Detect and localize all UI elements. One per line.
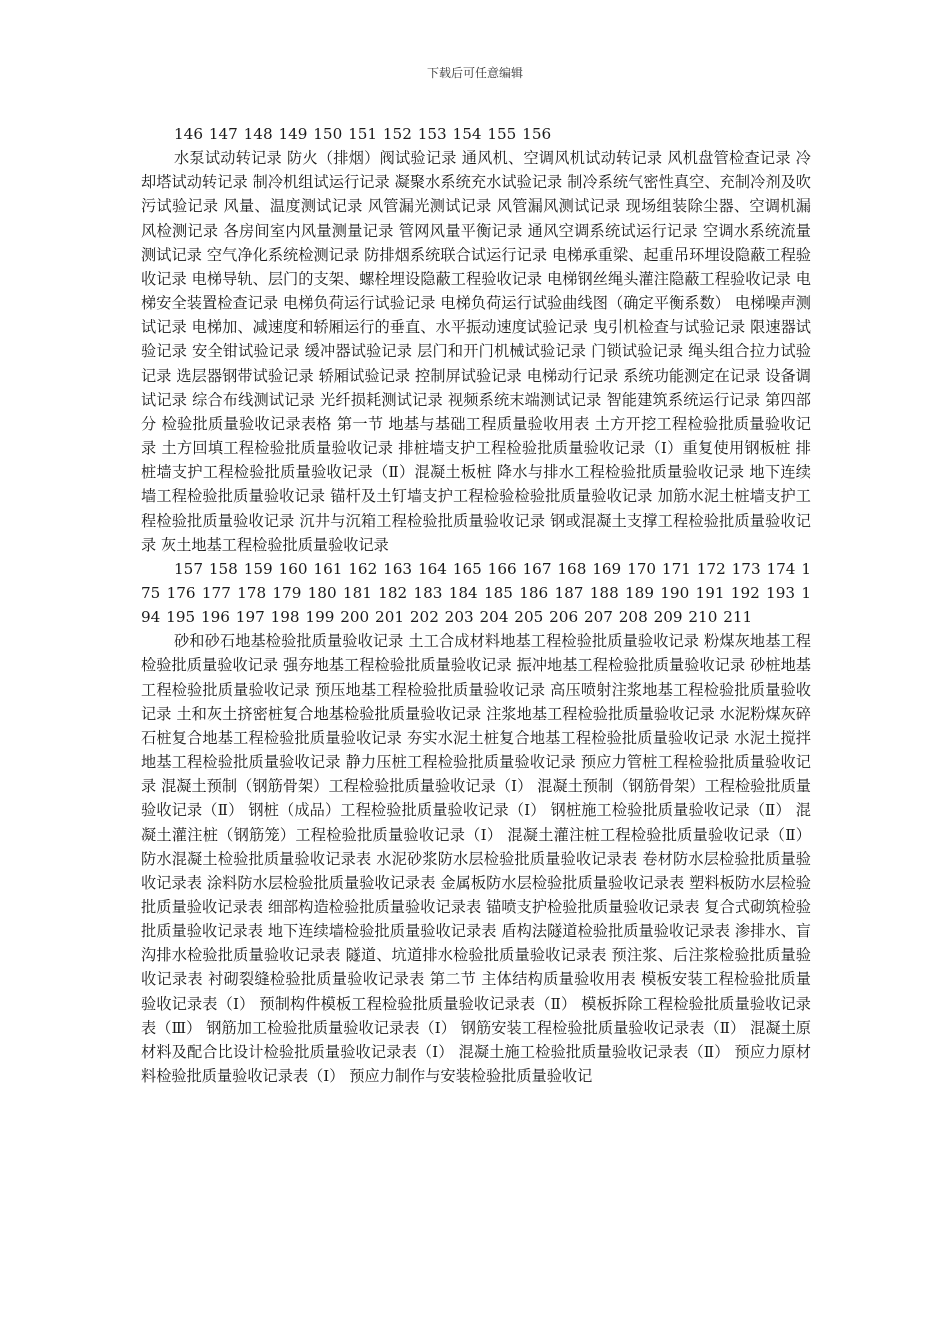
page-header-note: 下载后可任意编辑 [426, 66, 523, 80]
body-paragraph: 砂和砂石地基检验批质量验收记录 土工合成材料地基工程检验批质量验收记录 粉煤灰地基工程检验批质量验收记录 强夯地基工程检验批质量验收记录 振冲地基工程检验批质量验收记录 砂桩地基工程检验批质量验收记录 预压地基工程检验批质量验收记录 高压喷射注浆地基工程检验批质量验收记录 土和灰土挤密桩复合地基检验批质量验收记录 注浆地基工程检验批质量验收记录 水泥粉煤灰碎石桩复合地基工程检验批质量验收记录 夯实水泥土桩复合地基工程检验批质量验收记录 水泥土搅拌地基工程检验批质量验收记录 静力压桩工程检验批质量验收记录 预应力管桩工程检验批质量验收记录 混凝土预制（钢筋骨架）工程检验批质量验收记录（Ⅰ） 混凝土预制（钢筋骨架）工程检验批质量验收记录（Ⅱ） 钢桩（成品）工程检验批质量验收记录（Ⅰ） 钢桩施工检验批质量验收记录（Ⅱ） 混凝土灌注桩（钢筋笼）工程检验批质量验收记录（Ⅰ） 混凝土灌注桩工程检验批质量验收记录（Ⅱ） 防水混凝土检验批质量验收记录表 水泥砂浆防水层检验批质量验收记录表 卷材防水层检验批质量验收记录表 涂料防水层检验批质量验收记录表 金属板防水层检验批质量验收记录表 塑料板防水层检验批质量验收记录表 细部构造检验批质量验收记录表 锚喷支护检验批质量验收记录表 复合式砌筑检验批质量验收记录表 地下连续墙检验批质量验收记录表 盾构法隧道检验批质量验收记录表 渗排水、盲沟排水检验批质量验收记录表 隧道、坑道排水检验批质量验收记录表 预注浆、后注浆检验批质量验收记录表 衬砌裂缝检验批质量验收记录表 第二节 主体结构质量验收用表 模板安装工程检验批质量验收记录表（Ⅰ） 预制构件模板工程检验批质量验收记录表（Ⅱ） 模板拆除工程检验批质量验收记录表（Ⅲ） 钢筋加工检验批质量验收记录表（Ⅰ） 钢筋安装工程检验批质量验收记录表（Ⅱ） 混凝土原材料及配合比设计检验批质量验收记录表（Ⅰ） 混凝土施工检验批质量验收记录表（Ⅱ） 预应力原材料检验批质量验收记录表（Ⅰ） 预应力制作与安装检验批质量验收记 [141, 632, 811, 1086]
page-number-list: 157 158 159 160 161 162 163 164 165 166 167 168 169 170 171 172 173 174 175 176 177 178 179 180 181 182 183 184 185 186 187 188 189 190 191 192 193 194 195 196 197 198 199 200 201 202 203 204 205 206 207 208 209 210 211 [141, 559, 811, 627]
document-body [141, 122, 811, 1088]
page-number-list: 146 147 148 149 150 151 152 153 154 155 156 [174, 125, 552, 143]
body-paragraph: 水泵试动转记录 防火（排烟）阀试验记录 通风机、空调风机试动转记录 风机盘管检查记录 冷却塔试动转记录 制冷机组试运行记录 凝聚水系统充水试验记录 制冷系统气密性真空、充制冷剂及吹污试验记录 风量、温度测试记录 风管漏光测试记录 风管漏风测试记录 现场组装除尘器、空调机漏风检测记录 各房间室内风量测量记录 管网风量平衡记录 通风空调系统试运行记录 空调水系统流量测试记录 空气净化系统检测记录 防排烟系统联合试运行记录 电梯承重梁、起重吊环埋设隐蔽工程验收记录 电梯导轨、层门的支架、螺栓埋设隐蔽工程验收记录 电梯钢丝绳头灌注隐蔽工程验收记录 电梯安全装置检查记录 电梯负荷运行试验记录 电梯负荷运行试验曲线图（确定平衡系数） 电梯噪声测试记录 电梯加、减速度和轿厢运行的垂直、水平振动速度试验记录 曳引机检查与试验记录 限速器试验记录 安全钳试验记录 缓冲器试验记录 层门和开门机械试验记录 门锁试验记录 绳头组合拉力试验记录 选层器钢带试验记录 轿厢试验记录 控制屏试验记录 电梯动行记录 系统功能测定在记录 设备调试记录 综合布线测试记录 光纤损耗测试记录 视频系统末端测试记录 智能建筑系统运行记录 第四部分 检验批质量验收记录表格 第一节 地基与基础工程质量验收用表 土方开挖工程检验批质量验收记录 土方回填工程检验批质量验收记录 排桩墙支护工程检验批质量验收记录（Ⅰ）重复使用钢板桩 排桩墙支护工程检验批质量验收记录（Ⅱ）混凝土板桩 降水与排水工程检验批质量验收记录 地下连续墙工程检验批质量验收记录 锚杆及土钉墙支护工程检验检验批质量验收记录 加筋水泥土桩墙支护工程检验批质量验收记录 沉井与沉箱工程检验批质量验收记录 钢或混凝土支撑工程检验批质量验收记录 灰土地基工程检验批质量验收记录 [141, 149, 811, 554]
